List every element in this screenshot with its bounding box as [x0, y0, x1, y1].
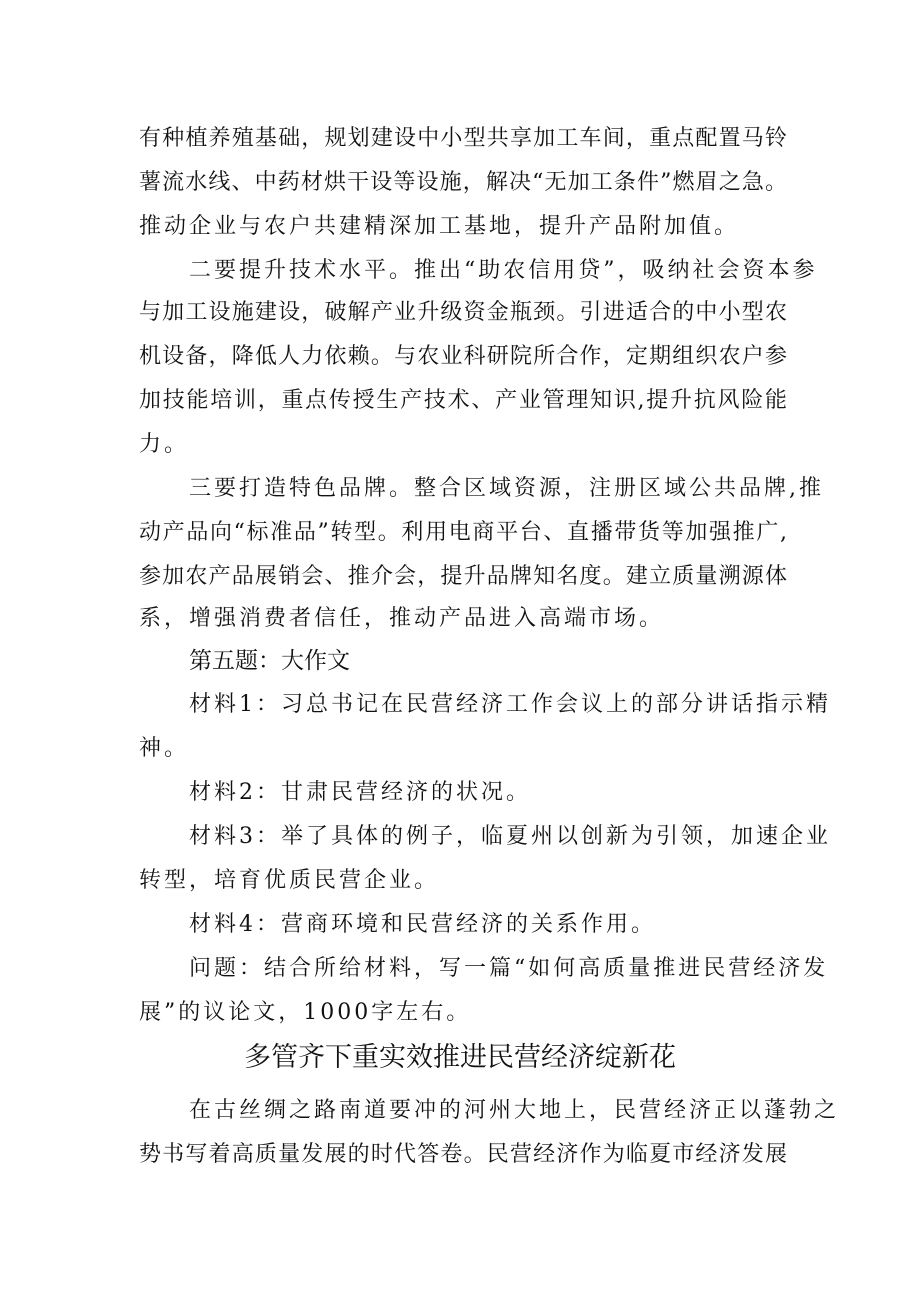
- text-line: 与加工设施建设，破解产业升级资金瓶颈。引进适合的中小型农: [139, 300, 787, 325]
- text-line: 推动企业与农户共建精深加工基地，提升产品附加值。: [139, 214, 740, 239]
- text-line: 问题：结合所给材料，写一篇“如何高质量推进民营经济发: [189, 956, 829, 981]
- text-line: 有种植养殖基础，规划建设中小型共享加工车间，重点配置马铃: [139, 126, 787, 151]
- text-line: 三要打造特色品牌。整合区域资源，注册区域公共品牌,推: [189, 476, 824, 501]
- text-line: 机设备，降低人力依赖。与农业科研院所合作，定期组织农户参: [139, 344, 787, 369]
- section-heading: 第五题：大作文: [189, 648, 350, 674]
- text-line: 材料4：营商环境和民营经济的关系作用。: [189, 912, 656, 937]
- text-line: 系，增强消费者信任，推动产品进入高端市场。: [139, 606, 665, 631]
- text-line: 材料1：习总书记在民营经济工作会议上的部分讲话指示精: [189, 692, 831, 717]
- text-line: 材料3：举了具体的例子，临夏州以创新为引领，加速企业: [189, 824, 831, 849]
- text-line: 二要提升技术水平。推出“助农信用贷”，吸纳社会资本参: [189, 258, 818, 283]
- text-line: 势书写着高质量发展的时代答卷。民营经济作为临夏市经济发展: [139, 1142, 787, 1167]
- text-line: 材料2：甘肃民营经济的状况。: [189, 780, 531, 805]
- text-line: 在古丝绸之路南道要冲的河州大地上，民营经济正以蓬勃之: [189, 1098, 840, 1123]
- text-line: 转型，培育优质民营企业。: [139, 868, 440, 893]
- text-line: 参加农产品展销会、推介会，提升品牌知名度。建立质量溯源体: [139, 564, 787, 589]
- text-line: 展”的议论文，1000字左右。: [139, 1000, 472, 1025]
- text-line: 动产品向“标准品”转型。利用电商平台、直播带货等加强推广,: [139, 520, 787, 545]
- text-line: 薯流水线、中药材烘干设等设施，解决“无加工条件”燃眉之急。: [139, 170, 787, 195]
- text-line: 加技能培训，重点传授生产技术、产业管理知识,提升抗风险能: [139, 388, 787, 413]
- essay-title: 多管齐下重实效推进民营经济绽新花: [244, 1042, 676, 1073]
- text-line: 神。: [139, 736, 190, 761]
- text-line: 力。: [139, 432, 190, 457]
